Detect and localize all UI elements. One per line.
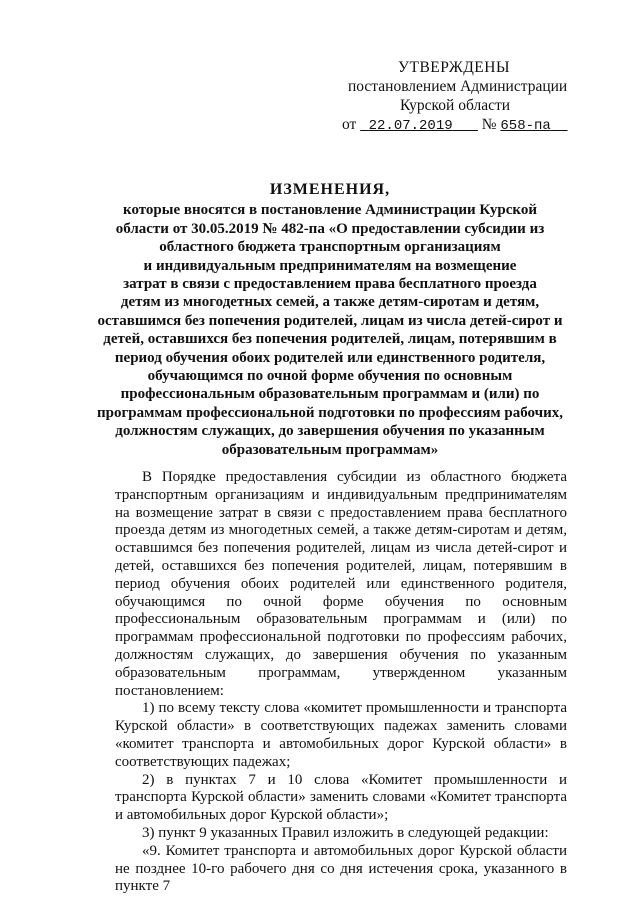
- title-line: обучающимся по очной форме обучения по основным: [147, 368, 513, 385]
- amendment-item-2: 2) в пунктах 7 и 10 слова «Комитет промышленности и транспорта Курской области» заменить словами «Комитет транспорта и автомобильных дорог Курской области»;: [115, 771, 567, 824]
- title-line: детям из многодетных семей, а также детям-сиротам и детям,: [120, 294, 540, 311]
- title-heading: ИЗМЕНЕНИЯ,: [269, 181, 391, 198]
- approval-title: УТВЕРЖДЕНЫ: [398, 59, 510, 76]
- title-line: программам профессиональной подготовки по профессиям рабочих,: [97, 404, 563, 421]
- approval-region: Курской области: [400, 97, 511, 114]
- number-prefix: №: [481, 116, 497, 133]
- approval-stamp: [330, 58, 590, 136]
- approval-date: 22.07.2019: [368, 118, 453, 134]
- title-line: период обучения обоих родителей или единственного родителя,: [114, 349, 546, 366]
- title-line: должностям служащих, до завершения обучения по указанным: [115, 423, 545, 440]
- amendment-item-3: 3) пункт 9 указанных Правил изложить в следующей редакции:: [142, 824, 549, 841]
- title-line: профессиональным образовательным программам и (или) по: [120, 386, 540, 403]
- title-line: и индивидуальным предпринимателям на возмещение: [143, 257, 517, 274]
- title-line: затрат в связи с предоставлением права бесплатного проезда: [123, 276, 537, 293]
- title-line: которые вносятся в постановление Администрации Курской: [123, 202, 537, 219]
- amendment-item-4: «9. Комитет транспорта и автомобильных дорог Курской области не позднее 10-го рабочего дня со дня истечения срока, указанного в пункте 7: [115, 842, 567, 895]
- amendment-item-1: 1) по всему тексту слова «комитет промышленности и транспорта Курской области» в соответствующих падежах заменить словами «комитет транспорта и автомобильных дорог Курской области» в соответствующих падежах;: [115, 700, 567, 770]
- approval-date-number: [330, 115, 590, 136]
- title-line: образовательным программам»: [221, 441, 439, 458]
- title-line: детей, оставшихся без попечения родителей, лицам, потерявшим в: [103, 331, 557, 348]
- title-line: оставшимся без попечения родителей, лицам из числа детей-сирот и: [97, 312, 563, 329]
- title-line: области от 30.05.2019 № 482-па «О предоставлении субсидии из: [115, 220, 545, 237]
- date-prefix: от: [342, 116, 357, 133]
- document-body: [115, 469, 567, 896]
- intro-paragraph: В Порядке предоставления субсидии из областного бюджета транспортным организациям и индивидуальным предпринимателям на возмещение затрат в связи с предоставлением права бесплатного проезда детям из многодетных семей, а также детям-сиротам и детям, оставшимся без попечения родителей, лицам из числа детей-сирот и детей, оставшихся без попечения родителей, лицам, потерявшим в период обучения обоих родителей или единственного родителя, обучающимся по очной форме обучения по основным профессиональным образовательным программам и (или) по программам профессиональной подготовки по профессиям рабочих, должностям служащих, до завершения обучения по указанным образовательным программам, утвержденном указанным постановлением:: [115, 469, 567, 699]
- approval-by-resolution: постановлением Администрации: [348, 78, 568, 95]
- title-line: областного бюджета транспортным организациям: [159, 239, 501, 256]
- approval-number: 658-па: [500, 118, 551, 134]
- document-title: [95, 181, 565, 459]
